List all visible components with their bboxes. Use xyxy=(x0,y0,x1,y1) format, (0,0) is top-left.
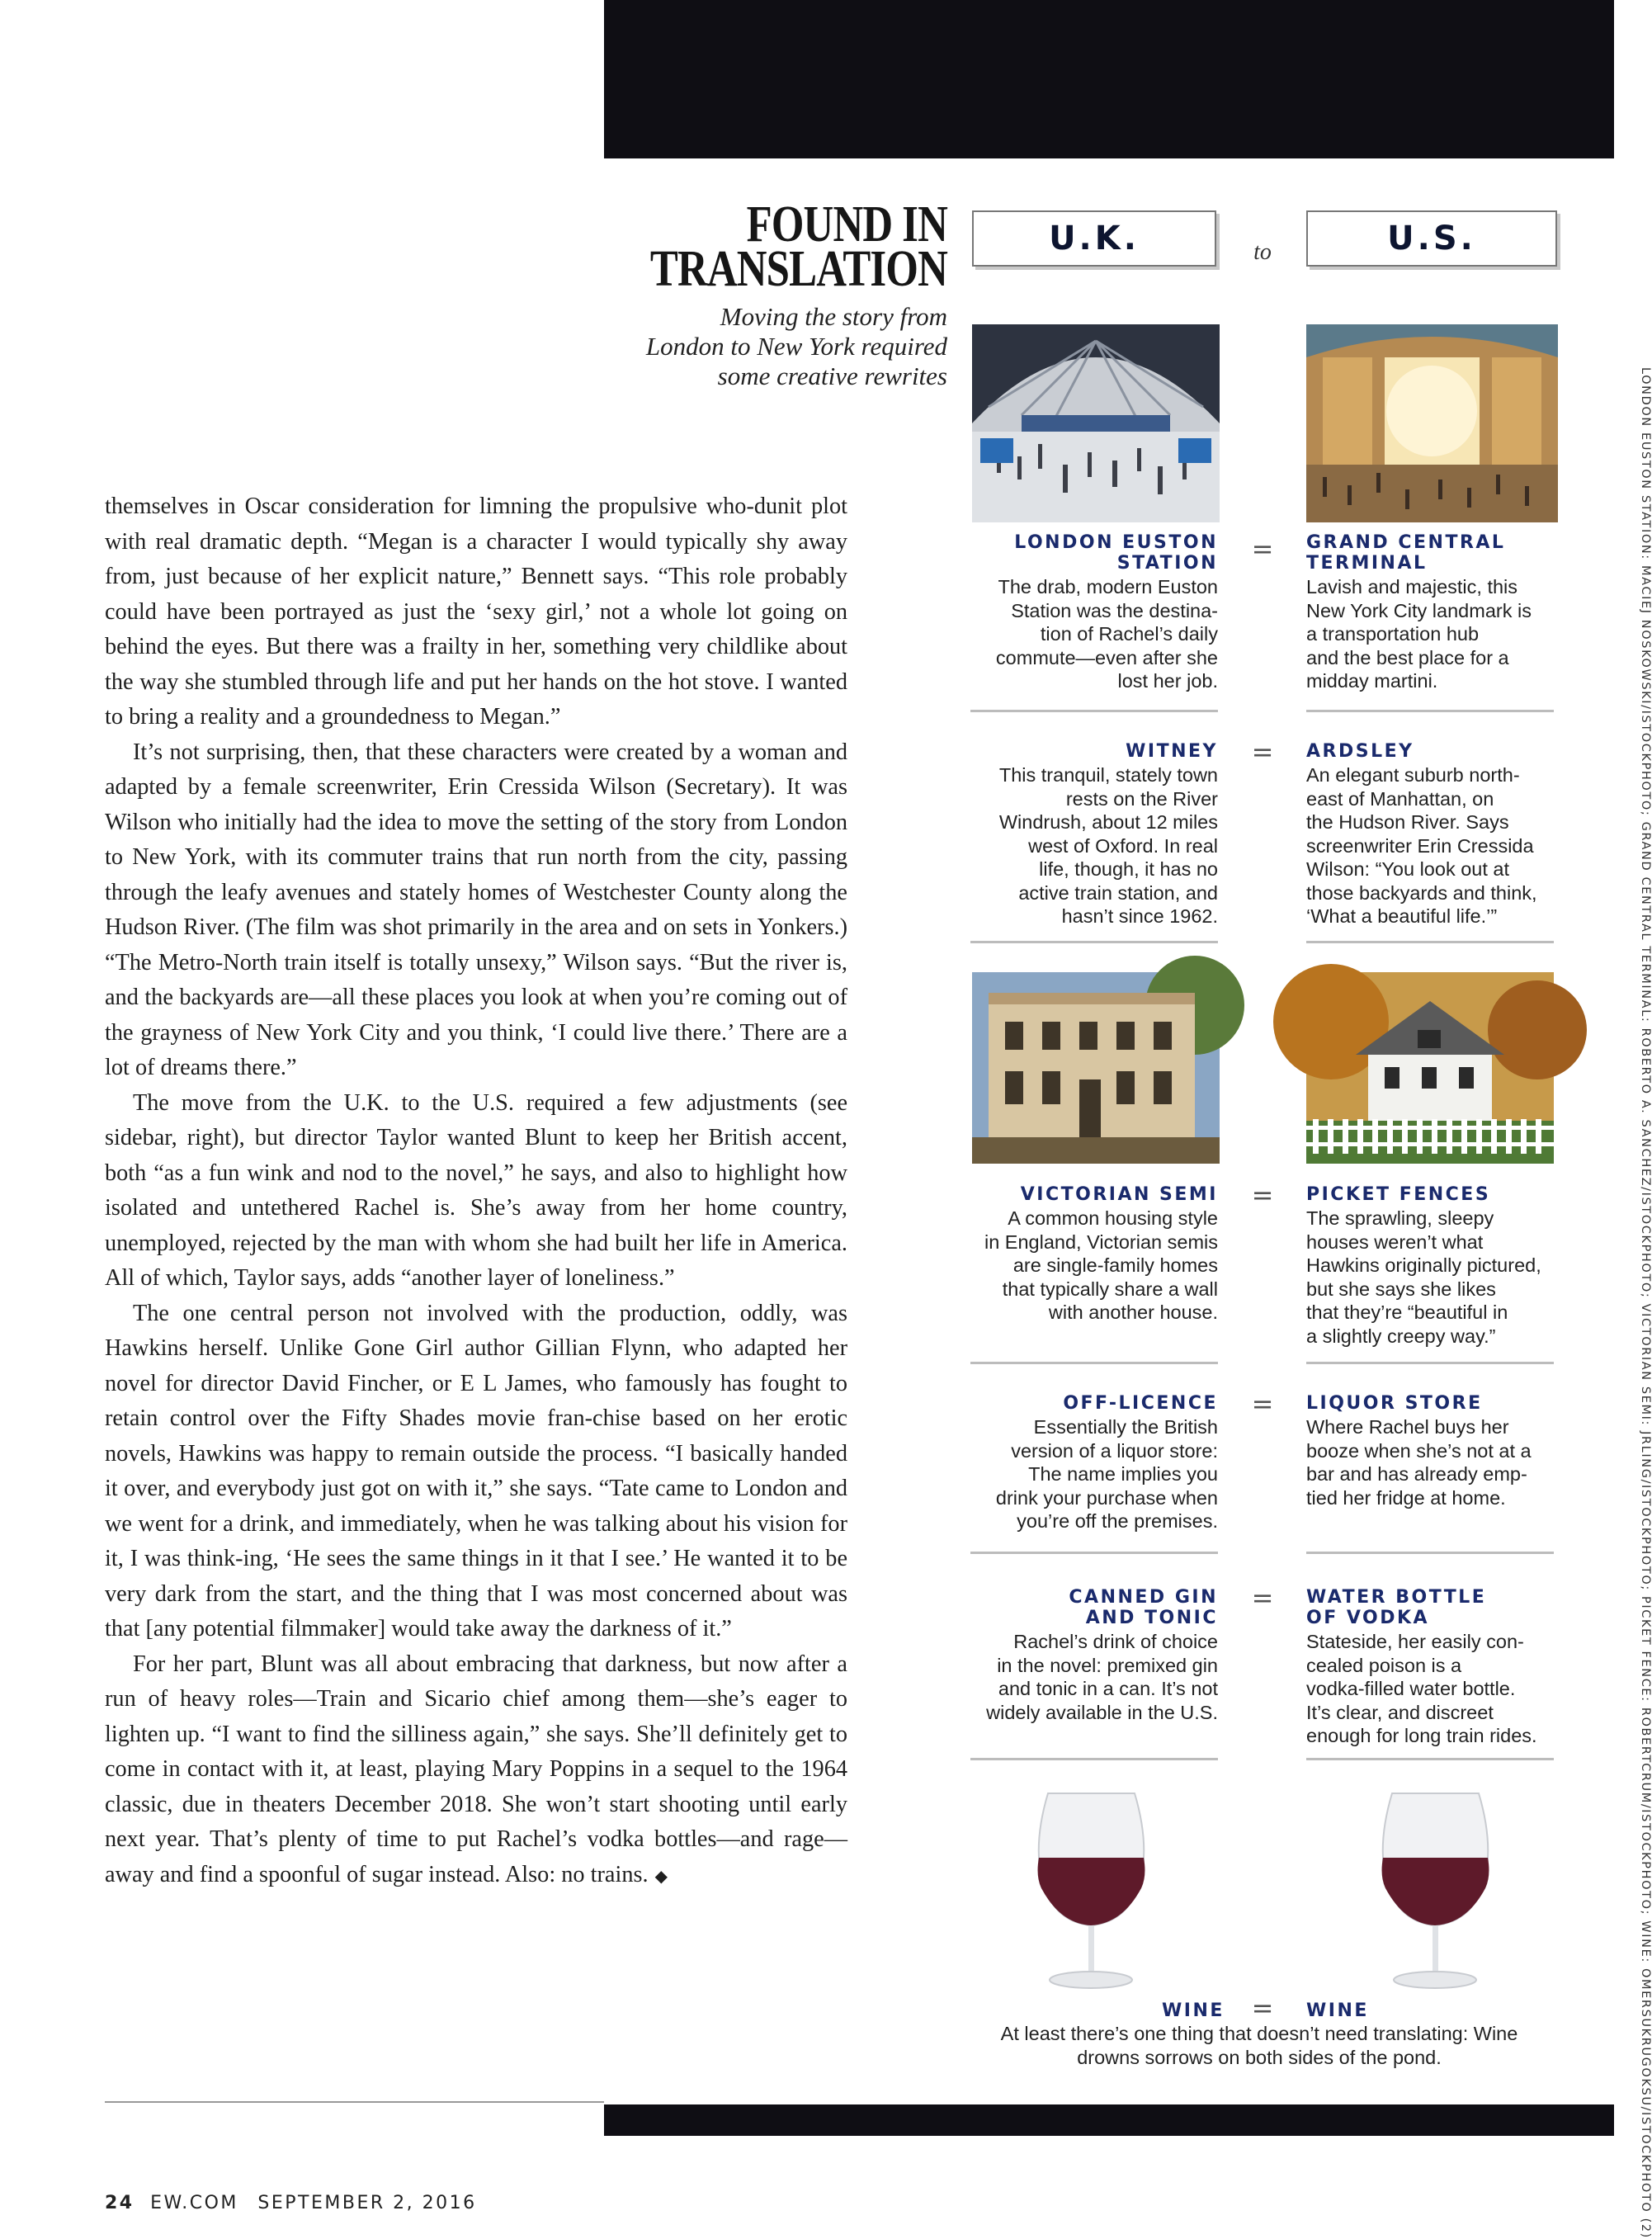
grand-central-photo xyxy=(1306,324,1558,522)
us-item-title: LIQUOR STORE xyxy=(1306,1393,1483,1414)
us-label-box: U.S. xyxy=(1306,210,1557,267)
article-paragraph-4: The one central person not involved with the production, oddly, was Hawkins herself. Unlike Gone Girl author Gillian Flynn, who adapted her novel for director David Fincher, or E L James, who famously has fought to retain control over the Fifty Shades movie fran-chise based on her erotic novels, Hawkins was happy to remain outside the process. “I basically handed it over, and everybody just got on with it,” she says. “Tate came to London and we went for a drink, and immediately, when he was talking about his vision for it, I was think-ing, ‘He sees the same things in it that I see.’ He wanted it to be very dark from the start, and the thing that I was most concerned about was that [any potential filmmaker] would take away the darkness of it.” xyxy=(105,1300,847,1641)
picket-fence-house-photo xyxy=(1306,972,1554,1164)
uk-item-title: LONDON EUSTON STATION xyxy=(1014,532,1218,574)
us-item-desc: Where Rachel buys her booze when she’s not at a bar and has already emp- tied her fridge at home. xyxy=(1306,1416,1532,1509)
photo-credit-text: LONDON EUSTON STATION: MACIEJ NOSKOWSKI/ISTOCKPHOTO; GRAND CENTRAL TERMINAL: ROBERTO A. SANCHEZ/ISTOCKPHOTO; VICTORIAN SEMI: JRLING/ISTOCKPHOTO; PICKET FENCE: ROBERTCRUM/ISTOCKPHOTO; WINE: OMERSUKRUGOKSU/ISTOCKPHOTO (2) xyxy=(1639,367,1652,2239)
uk-item-off-licence xyxy=(970,1393,1218,1533)
article-paragraph-5 xyxy=(105,1647,847,1895)
article-paragraph-2: It’s not surprising, then, that these characters were created by a woman and adapted by a female screenwriter, Erin Cressida Wilson (Secretary). It was Wilson who initially had the idea to move the setting of the story from London to New York, with its commuter trains that run north from the city, passing through the leafy avenues and stately homes of Westchester County along the Hudson River. (The film was shot primarily in the area and on sets in Yonkers.) “The Metro-North train itself is totally unsexy,” Wilson says. “But the river is, and the backyards are—all these places you look at when you’re coming out of the grayness of New York City and you think, ‘I could live there.’ There are a lot of dreams there.” xyxy=(105,739,847,1080)
separator-rule xyxy=(970,1758,1218,1760)
bottom-rule xyxy=(105,2101,604,2103)
folio-site: EW.COM xyxy=(150,2193,238,2213)
uk-item-title: OFF-LICENCE xyxy=(1063,1393,1218,1414)
equals-sign: = xyxy=(1251,736,1274,768)
wine-uk-title: WINE xyxy=(1162,2000,1225,2021)
uk-item-victorian-semi xyxy=(970,1184,1218,1325)
sidebar-deck xyxy=(528,302,947,391)
deck-line-3: some creative rewrites xyxy=(717,361,947,390)
uk-item-desc: Rachel’s drink of choice in the novel: premixed gin and tonic in a can. It’s not widely available in the U.S. xyxy=(986,1631,1218,1723)
separator-rule xyxy=(970,710,1218,712)
sidebar-headline xyxy=(577,196,947,297)
separator-rule xyxy=(1306,1362,1554,1364)
uk-item-desc: The drab, modern Euston Station was the destina- tion of Rachel’s daily commute—even after she lost her job. xyxy=(995,576,1218,692)
bottom-black-bar xyxy=(604,2104,1614,2136)
victorian-semi-photo xyxy=(972,972,1220,1164)
separator-rule xyxy=(1306,1552,1554,1554)
headline-line-1: FOUND IN xyxy=(746,196,947,253)
us-item-grand-central xyxy=(1306,532,1579,693)
wine-description: At least there’s one thing that doesn’t need translating: Wine drowns sorrows on both sides of the pond. xyxy=(1000,2023,1518,2068)
uk-item-title: WITNEY xyxy=(1126,741,1218,762)
folio-date: SEPTEMBER 2, 2016 xyxy=(257,2193,477,2213)
top-black-bar xyxy=(604,0,1614,158)
us-item-title: ARDSLEY xyxy=(1306,741,1414,762)
article-paragraph-5-text: For her part, Blunt was all about embracing that darkness, but now after a run of heavy roles—Train and Sicario chief among them—she’s eager to lighten up. “I want to find the silliness again,” she says. She’ll definitely get to come in contact with it, at least, playing Mary Poppins in a sequel to the 1964 classic, due in theaters December 2018. She won’t start shooting until early next year. That’s plenty of time to put Rachel’s vodka bottles—and rage—away and find a spoonful of sugar instead. Also: no trains. xyxy=(105,1651,847,1887)
equals-sign: = xyxy=(1251,1582,1274,1613)
article-body xyxy=(105,489,847,1894)
us-item-desc: An elegant suburb north- east of Manhattan, on the Hudson River. Says screenwriter Erin Cressida Wilson: “You look out at those backyards and think, ‘What a beautiful life.’” xyxy=(1306,764,1537,927)
separator-rule xyxy=(970,1362,1218,1364)
us-item-picket-fences xyxy=(1306,1184,1579,1348)
article-paragraph-1: themselves in Oscar consideration for limning the propulsive who-dunit plot with real dramatic depth. “Megan is a character I would typically shy away from, just because of her explicit nature,” Bennett says. “This role probably could have been portrayed as just the ‘sexy girl,’ not a whole lot going on behind the eyes. But there was a frailty in her, something very childlike about the way she stumbled through life and put her hands on the hot stove. I wanted to bring a reality and a groundedness to Megan.” xyxy=(105,494,847,730)
deck-line-1: Moving the story from xyxy=(720,302,947,331)
uk-item-desc: A common housing style in England, Victorian semis are single-family homes that typically share a wall with another house. xyxy=(984,1207,1218,1323)
us-item-water-bottle xyxy=(1306,1587,1579,1748)
uk-item-desc: This tranquil, stately town rests on the River Windrush, about 12 miles west of Oxford. In real life, though, it has no active train station, and hasn’t since 1962. xyxy=(998,764,1218,927)
page-number: 24 xyxy=(105,2193,135,2213)
separator-rule xyxy=(970,941,1218,943)
us-item-liquor-store xyxy=(1306,1393,1579,1509)
uk-item-canned-gin xyxy=(970,1587,1218,1724)
euston-station-photo xyxy=(972,324,1220,522)
wine-glass-uk-photo xyxy=(1023,1785,1159,1993)
uk-item-title: CANNED GIN AND TONIC xyxy=(1069,1587,1218,1628)
photo-credit xyxy=(1632,367,1652,2239)
us-item-desc: Lavish and majestic, this New York City landmark is a transportation hub and the best place for a midday martini. xyxy=(1306,576,1532,692)
us-item-ardsley xyxy=(1306,741,1579,928)
equals-sign: = xyxy=(1251,1992,1274,2024)
headline-line-2: TRANSLATION xyxy=(649,241,947,297)
equals-sign: = xyxy=(1251,1388,1274,1419)
uk-item-witney xyxy=(970,741,1218,928)
uk-item-title: VICTORIAN SEMI xyxy=(1020,1184,1218,1205)
equals-sign: = xyxy=(1251,1179,1274,1211)
uk-label-box: U.K. xyxy=(972,210,1216,267)
us-item-desc: The sprawling, sleepy houses weren’t what Hawkins originally pictured, but she says she likes that they’re “beautiful in a slightly creepy way.” xyxy=(1306,1207,1541,1347)
us-item-title: GRAND CENTRAL TERMINAL xyxy=(1306,532,1506,574)
end-mark-icon: ◆ xyxy=(654,1867,668,1886)
separator-rule xyxy=(1306,1758,1554,1760)
article-paragraph-3: The move from the U.K. to the U.S. required a few adjustments (see sidebar, right), but director Taylor wanted Blunt to keep her British accent, both “as a fun wink and nod to the novel,” he says, and also to highlight how isolated and untethered Rachel is. She’s away from her home country, unemployed, rejected by the man with whom she had built her life in America. All of which, Taylor says, adds “another layer of loneliness.” xyxy=(105,1089,847,1291)
deck-line-2: London to New York required xyxy=(645,332,947,361)
separator-rule xyxy=(970,1552,1218,1554)
us-item-title: PICKET FENCES xyxy=(1306,1184,1491,1205)
separator-rule xyxy=(1306,710,1554,712)
wine-glass-us-photo xyxy=(1367,1785,1503,1993)
folio xyxy=(105,2193,477,2213)
uk-item-euston xyxy=(970,532,1218,693)
wine-us-title: WINE xyxy=(1306,2000,1369,2021)
to-label: to xyxy=(1253,239,1272,265)
uk-item-desc: Essentially the British version of a liquor store: The name implies you drink your purchase when you’re off the premises. xyxy=(995,1416,1218,1532)
separator-rule xyxy=(1306,941,1554,943)
us-item-title: WATER BOTTLE OF VODKA xyxy=(1306,1587,1487,1628)
equals-sign: = xyxy=(1251,533,1274,564)
us-item-desc: Stateside, her easily con- cealed poison is a vodka-filled water bottle. It’s clear, and discreet enough for long train rides. xyxy=(1306,1631,1537,1746)
